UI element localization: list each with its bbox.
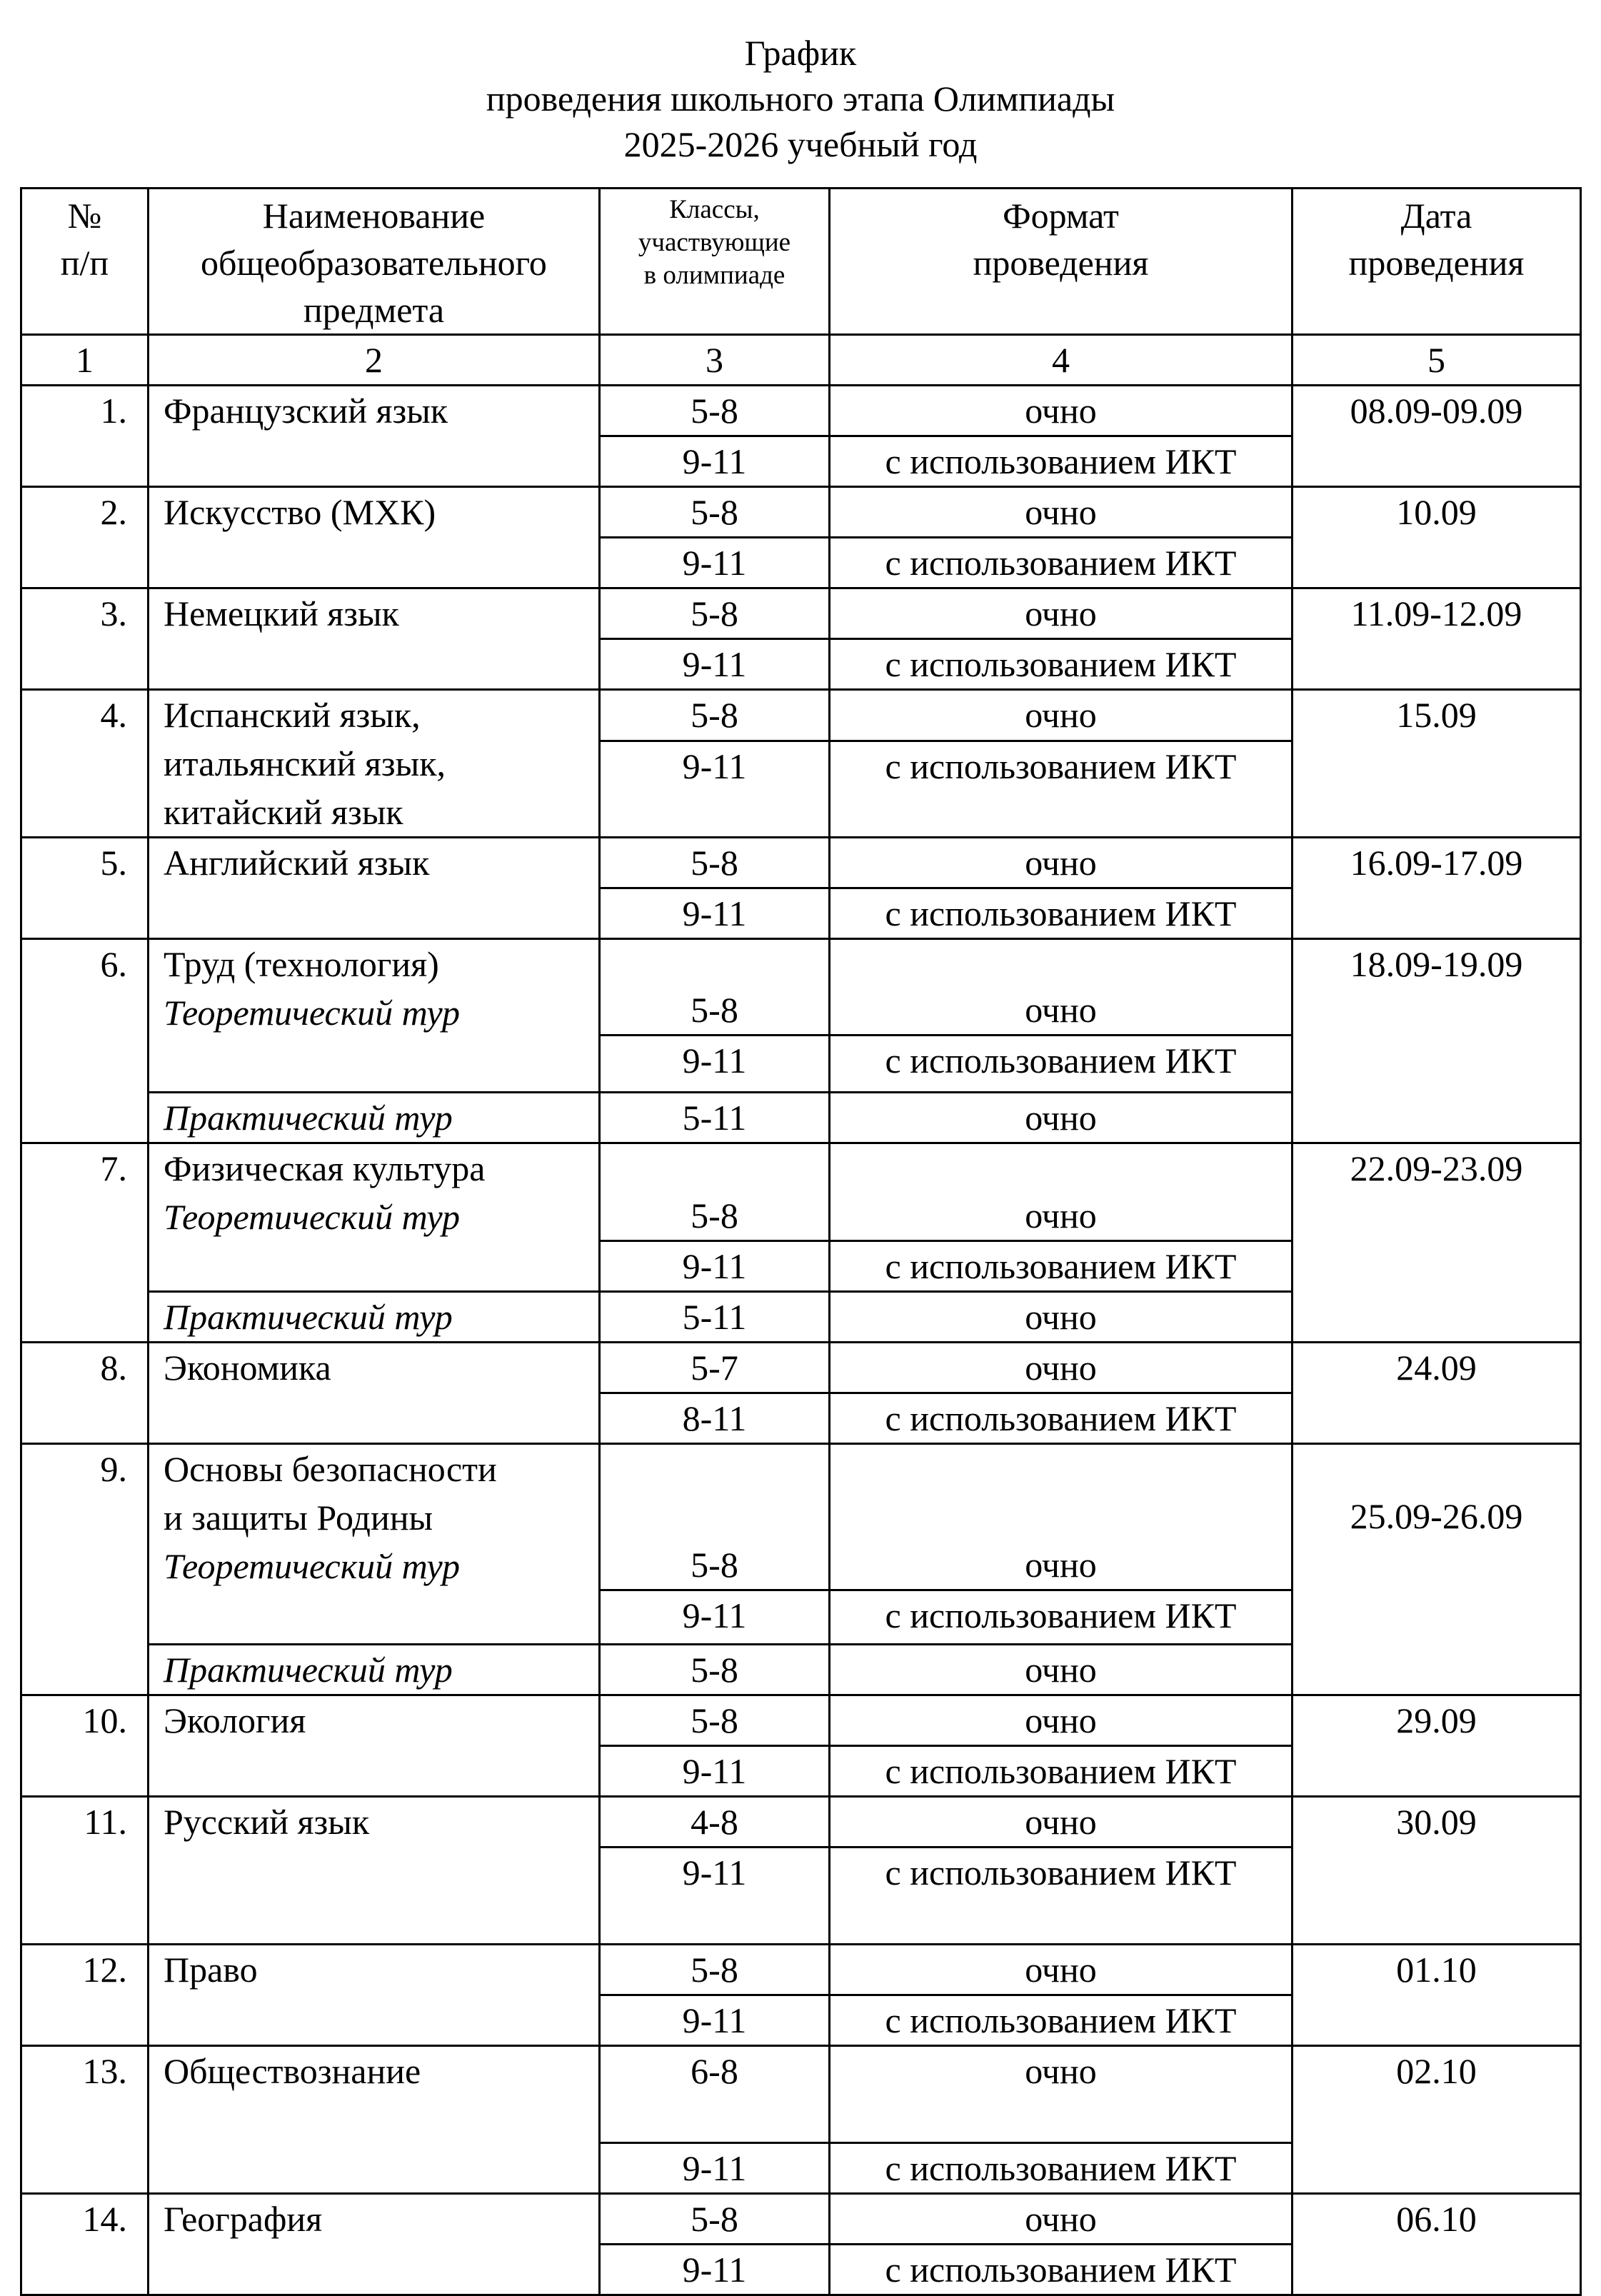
table-row [21, 1444, 1581, 1590]
subject-line: Основы безопасности [164, 1449, 497, 1489]
title-line-2: проведения школьного этапа Олимпиады [486, 79, 1115, 119]
subject-line: и защиты Родины [164, 1498, 433, 1538]
format-cell: очно [830, 1945, 1293, 1995]
date-cell: 30.09 [1293, 1797, 1581, 1945]
classes-cell: 5-8 [600, 939, 830, 1036]
date-cell: 10.09 [1293, 487, 1581, 588]
subject-name [149, 588, 600, 690]
subject-line: Искусство (МХК) [164, 492, 436, 532]
classes-cell: 5-11 [600, 1292, 830, 1343]
schedule-table [20, 187, 1582, 2296]
format-cell: очно [830, 838, 1293, 888]
date-cell: 08.09-09.09 [1293, 386, 1581, 487]
subject-line: Экология [164, 1700, 306, 1740]
header-format-line-1: Формат [1003, 196, 1119, 236]
row-number: 11. [21, 1797, 149, 1945]
theory-tour-label: Теоретический тур [164, 1546, 461, 1586]
header-format [830, 189, 1293, 335]
classes-cell: 9-11 [600, 436, 830, 487]
practice-tour-text: Практический тур [164, 1098, 453, 1138]
subject-name [149, 1143, 600, 1292]
format-cell: очно [830, 939, 1293, 1036]
header-subject [149, 189, 600, 335]
classes-cell: 9-11 [600, 741, 830, 837]
format-cell: с использованием ИКТ [830, 1995, 1293, 2046]
practice-tour-text: Практический тур [164, 1297, 453, 1337]
format-cell: с использованием ИКТ [830, 1241, 1293, 1292]
subject-name [149, 1444, 600, 1645]
row-number: 9. [21, 1444, 149, 1695]
date-cell: 22.09-23.09 [1293, 1143, 1581, 1343]
title-line-1: График [744, 33, 857, 73]
format-cell: очно [830, 1093, 1293, 1143]
classes-cell: 8-11 [600, 1393, 830, 1444]
subject-name [149, 2194, 600, 2295]
header-format-line-2: проведения [973, 243, 1149, 283]
row-number: 7. [21, 1143, 149, 1343]
format-cell: очно [830, 2046, 1293, 2143]
theory-tour-label: Теоретический тур [164, 1197, 461, 1237]
classes-cell: 5-8 [600, 1695, 830, 1746]
row-number: 14. [21, 2194, 149, 2295]
column-index-5: 5 [1293, 335, 1581, 386]
classes-cell: 4-8 [600, 1797, 830, 1848]
header-num-line-2: п/п [60, 243, 109, 283]
row-number: 2. [21, 487, 149, 588]
classes-cell: 9-11 [600, 1848, 830, 1945]
subject-name [149, 1343, 600, 1444]
date-cell: 06.10 [1293, 2194, 1581, 2295]
table-row [21, 1143, 1581, 1241]
format-cell: с использованием ИКТ [830, 1848, 1293, 1945]
column-index-row [21, 335, 1581, 386]
practice-tour-label [149, 1645, 600, 1695]
date-cell: 11.09-12.09 [1293, 588, 1581, 690]
date-cell: 16.09-17.09 [1293, 838, 1581, 939]
row-number: 4. [21, 690, 149, 838]
subject-name [149, 487, 600, 588]
classes-cell: 9-11 [600, 1241, 830, 1292]
table-row [21, 1945, 1581, 1995]
document-title [0, 30, 1601, 167]
subject-line: Обществознание [164, 2051, 421, 2091]
header-date-line-2: проведения [1348, 243, 1525, 283]
classes-cell: 5-8 [600, 386, 830, 436]
format-cell: с использованием ИКТ [830, 741, 1293, 837]
format-cell: с использованием ИКТ [830, 538, 1293, 588]
header-num-line-1: № [67, 196, 102, 236]
row-number: 1. [21, 386, 149, 487]
table-row [21, 838, 1581, 888]
header-subject-line-1: Наименование [262, 196, 486, 236]
date-cell: 25.09-26.09 [1293, 1444, 1581, 1695]
classes-cell: 5-8 [600, 1945, 830, 1995]
header-classes-line-2: участвующие [638, 228, 791, 257]
header-classes-line-3: в олимпиаде [643, 261, 786, 290]
row-number: 5. [21, 838, 149, 939]
classes-cell: 5-8 [600, 1143, 830, 1241]
format-cell: очно [830, 2194, 1293, 2245]
classes-cell: 9-11 [600, 538, 830, 588]
format-cell: очно [830, 386, 1293, 436]
format-cell: с использованием ИКТ [830, 1036, 1293, 1093]
format-cell: с использованием ИКТ [830, 639, 1293, 690]
subject-name [149, 838, 600, 939]
classes-cell: 9-11 [600, 888, 830, 939]
subject-name [149, 2046, 600, 2194]
row-number: 13. [21, 2046, 149, 2194]
table-row [21, 2194, 1581, 2245]
title-line-3: 2025-2026 учебный год [623, 124, 978, 164]
classes-cell: 5-8 [600, 588, 830, 639]
format-cell: с использованием ИКТ [830, 2245, 1293, 2295]
subject-line: Немецкий язык [164, 593, 399, 633]
column-index-3: 3 [600, 335, 830, 386]
subject-line: Французский язык [164, 391, 448, 431]
classes-cell: 9-11 [600, 1590, 830, 1645]
column-index-4: 4 [830, 335, 1293, 386]
subject-line: Английский язык [164, 843, 430, 883]
subject-name [149, 690, 600, 838]
subject-name [149, 1797, 600, 1945]
practice-tour-label [149, 1093, 600, 1143]
format-cell: с использованием ИКТ [830, 2143, 1293, 2194]
classes-cell: 5-8 [600, 690, 830, 741]
classes-cell: 9-11 [600, 1036, 830, 1093]
classes-cell: 6-8 [600, 2046, 830, 2143]
classes-cell: 5-8 [600, 1645, 830, 1695]
subject-line: Русский язык [164, 1802, 370, 1842]
date-cell: 18.09-19.09 [1293, 939, 1581, 1143]
table-row [21, 939, 1581, 1036]
header-subject-line-3: предмета [303, 290, 445, 330]
classes-cell: 9-11 [600, 1746, 830, 1797]
table-row [21, 487, 1581, 538]
subject-line: Труд (технология) [164, 944, 439, 984]
date-cell: 29.09 [1293, 1695, 1581, 1797]
header-classes-line-1: Классы, [669, 195, 760, 224]
format-cell: очно [830, 487, 1293, 538]
practice-tour-label [149, 1292, 600, 1343]
header-subject-line-2: общеобразовательного [201, 243, 547, 283]
subject-line: Экономика [164, 1348, 331, 1388]
subject-line: китайский язык [164, 792, 403, 832]
subject-line: Испанский язык, [164, 695, 421, 735]
date-cell: 01.10 [1293, 1945, 1581, 2046]
classes-cell: 9-11 [600, 2245, 830, 2295]
subject-name [149, 1945, 600, 2046]
row-number: 3. [21, 588, 149, 690]
table-row [21, 2046, 1581, 2143]
header-date-line-1: Дата [1400, 196, 1472, 236]
subject-line: итальянский язык, [164, 743, 446, 783]
classes-cell: 5-11 [600, 1093, 830, 1143]
theory-tour-label: Теоретический тур [164, 993, 461, 1033]
table-row [21, 386, 1581, 436]
format-cell: с использованием ИКТ [830, 1746, 1293, 1797]
classes-cell: 9-11 [600, 639, 830, 690]
format-cell: очно [830, 690, 1293, 741]
header-row [21, 189, 1581, 335]
row-number: 6. [21, 939, 149, 1143]
subject-line: Право [164, 1950, 258, 1990]
classes-cell: 5-8 [600, 2194, 830, 2245]
header-num [21, 189, 149, 335]
table-row [21, 1695, 1581, 1746]
classes-cell: 5-8 [600, 838, 830, 888]
format-cell: очно [830, 1444, 1293, 1590]
table-row [21, 1797, 1581, 1848]
subject-name [149, 386, 600, 487]
format-cell: с использованием ИКТ [830, 436, 1293, 487]
row-number: 10. [21, 1695, 149, 1797]
classes-cell: 5-8 [600, 1444, 830, 1590]
classes-cell: 5-8 [600, 487, 830, 538]
row-number: 12. [21, 1945, 149, 2046]
subject-name [149, 939, 600, 1093]
date-cell: 24.09 [1293, 1343, 1581, 1444]
practice-tour-text: Практический тур [164, 1650, 453, 1690]
header-date [1293, 189, 1581, 335]
subject-line: Физическая культура [164, 1148, 486, 1188]
classes-cell: 5-7 [600, 1343, 830, 1393]
row-number: 8. [21, 1343, 149, 1444]
table-row [21, 588, 1581, 639]
subject-name [149, 1695, 600, 1797]
classes-cell: 9-11 [600, 1995, 830, 2046]
format-cell: очно [830, 1143, 1293, 1241]
table-row [21, 690, 1581, 741]
subject-line: География [164, 2199, 323, 2239]
header-classes [600, 189, 830, 335]
format-cell: очно [830, 1343, 1293, 1393]
format-cell: очно [830, 1797, 1293, 1848]
date-cell: 02.10 [1293, 2046, 1581, 2194]
format-cell: с использованием ИКТ [830, 888, 1293, 939]
format-cell: очно [830, 1695, 1293, 1746]
classes-cell: 9-11 [600, 2143, 830, 2194]
format-cell: очно [830, 588, 1293, 639]
date-cell: 15.09 [1293, 690, 1581, 838]
table-row [21, 1343, 1581, 1393]
column-index-2: 2 [149, 335, 600, 386]
format-cell: очно [830, 1645, 1293, 1695]
format-cell: с использованием ИКТ [830, 1590, 1293, 1645]
column-index-1: 1 [21, 335, 149, 386]
format-cell: с использованием ИКТ [830, 1393, 1293, 1444]
format-cell: очно [830, 1292, 1293, 1343]
